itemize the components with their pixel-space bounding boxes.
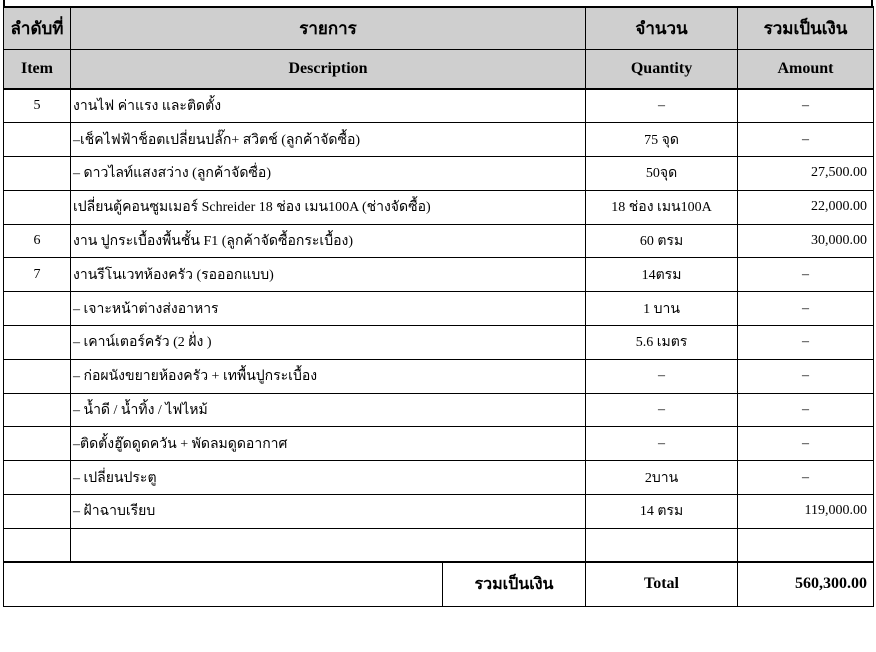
row-quantity: –	[586, 89, 738, 123]
row-amount: –	[738, 258, 874, 292]
row-item-number	[4, 528, 71, 562]
quotation-table	[3, 6, 874, 607]
total-label-thai: รวมเป็นเงิน	[443, 562, 586, 606]
row-item-number: 6	[4, 224, 71, 258]
row-quantity: 14 ตรม	[586, 495, 738, 529]
table-row	[4, 292, 874, 326]
row-quantity: –	[586, 359, 738, 393]
row-item-number	[4, 292, 71, 326]
header-item-th: ลำดับที่	[4, 7, 71, 49]
row-amount: 22,000.00	[738, 190, 874, 224]
row-amount: –	[738, 427, 874, 461]
row-description: งาน ปูกระเบื้องพื้นชั้น F1 (ลูกค้าจัดซื้อกระเบื้อง)	[71, 224, 586, 258]
header-item-en: Item	[4, 49, 71, 89]
row-item-number	[4, 495, 71, 529]
row-amount: –	[738, 461, 874, 495]
table-row	[4, 359, 874, 393]
table-row	[4, 393, 874, 427]
row-description: – ก่อผนังขยายห้องครัว + เทพื้นปูกระเบื้อง	[71, 359, 586, 393]
row-quantity: –	[586, 393, 738, 427]
header-row-english	[4, 49, 874, 89]
row-description	[71, 528, 586, 562]
table-row	[4, 258, 874, 292]
row-description: งานรีโนเวทห้องครัว (รอออกแบบ)	[71, 258, 586, 292]
row-description: งานไฟ ค่าแรง และติดตั้ง	[71, 89, 586, 123]
header-quantity-th: จำนวน	[586, 7, 738, 49]
row-amount: –	[738, 393, 874, 427]
row-quantity: 5.6 เมตร	[586, 326, 738, 360]
header-quantity-en: Quantity	[586, 49, 738, 89]
row-quantity: 1 บาน	[586, 292, 738, 326]
table-row	[4, 326, 874, 360]
row-description: – เปลี่ยนประตู	[71, 461, 586, 495]
row-quantity	[586, 528, 738, 562]
row-item-number	[4, 123, 71, 157]
table-row	[4, 224, 874, 258]
row-description: –เช็คไฟฟ้าช็อตเปลี่ยนปลั๊ก+ สวิตช์ (ลูกค้าจัดซื้อ)	[71, 123, 586, 157]
table-row	[4, 495, 874, 529]
row-item-number	[4, 157, 71, 191]
row-quantity: 2บาน	[586, 461, 738, 495]
row-item-number: 5	[4, 89, 71, 123]
row-amount: –	[738, 359, 874, 393]
row-amount	[738, 528, 874, 562]
row-description: – ดาวไลท์แสงสว่าง (ลูกค้าจัดซื่อ)	[71, 157, 586, 191]
row-quantity: 50จุด	[586, 157, 738, 191]
header-amount-en: Amount	[738, 49, 874, 89]
row-description: เปลี่ยนตู้คอนซูมเมอร์ Schreider 18 ช่อง เมน100A (ช่างจัดซื้อ)	[71, 190, 586, 224]
row-description: – น้ำดี / น้ำทิ้ง / ไฟไหม้	[71, 393, 586, 427]
row-item-number: 7	[4, 258, 71, 292]
row-amount: 27,500.00	[738, 157, 874, 191]
row-item-number	[4, 393, 71, 427]
row-amount: 30,000.00	[738, 224, 874, 258]
row-item-number	[4, 190, 71, 224]
total-row	[4, 562, 874, 606]
row-amount: –	[738, 123, 874, 157]
row-amount: –	[738, 326, 874, 360]
header-description-th: รายการ	[71, 7, 586, 49]
total-label-english: Total	[586, 562, 738, 606]
row-quantity: 75 จุด	[586, 123, 738, 157]
total-blank-cell	[4, 562, 443, 606]
row-quantity: 60 ตรม	[586, 224, 738, 258]
table-row	[4, 157, 874, 191]
row-item-number	[4, 359, 71, 393]
header-description-en: Description	[71, 49, 586, 89]
table-row	[4, 123, 874, 157]
row-item-number	[4, 461, 71, 495]
table-row	[4, 190, 874, 224]
row-quantity: 18 ช่อง เมน100A	[586, 190, 738, 224]
row-amount: 119,000.00	[738, 495, 874, 529]
row-description: – เจาะหน้าต่างส่งอาหาร	[71, 292, 586, 326]
table-row	[4, 89, 874, 123]
table-row	[4, 461, 874, 495]
row-quantity: 14ตรม	[586, 258, 738, 292]
row-amount: –	[738, 292, 874, 326]
row-quantity: –	[586, 427, 738, 461]
row-item-number	[4, 326, 71, 360]
row-description: – เคาน์เตอร์ครัว (2 ฝั่ง )	[71, 326, 586, 360]
header-amount-th: รวมเป็นเงิน	[738, 7, 874, 49]
row-amount: –	[738, 89, 874, 123]
header-row-thai	[4, 7, 874, 49]
total-amount: 560,300.00	[738, 562, 874, 606]
table-row	[4, 427, 874, 461]
row-item-number	[4, 427, 71, 461]
row-description: – ฝ้าฉาบเรียบ	[71, 495, 586, 529]
row-description: –ติดตั้งฮู๊ดดูดควัน + พัดลมดูดอากาศ	[71, 427, 586, 461]
table-row	[4, 528, 874, 562]
